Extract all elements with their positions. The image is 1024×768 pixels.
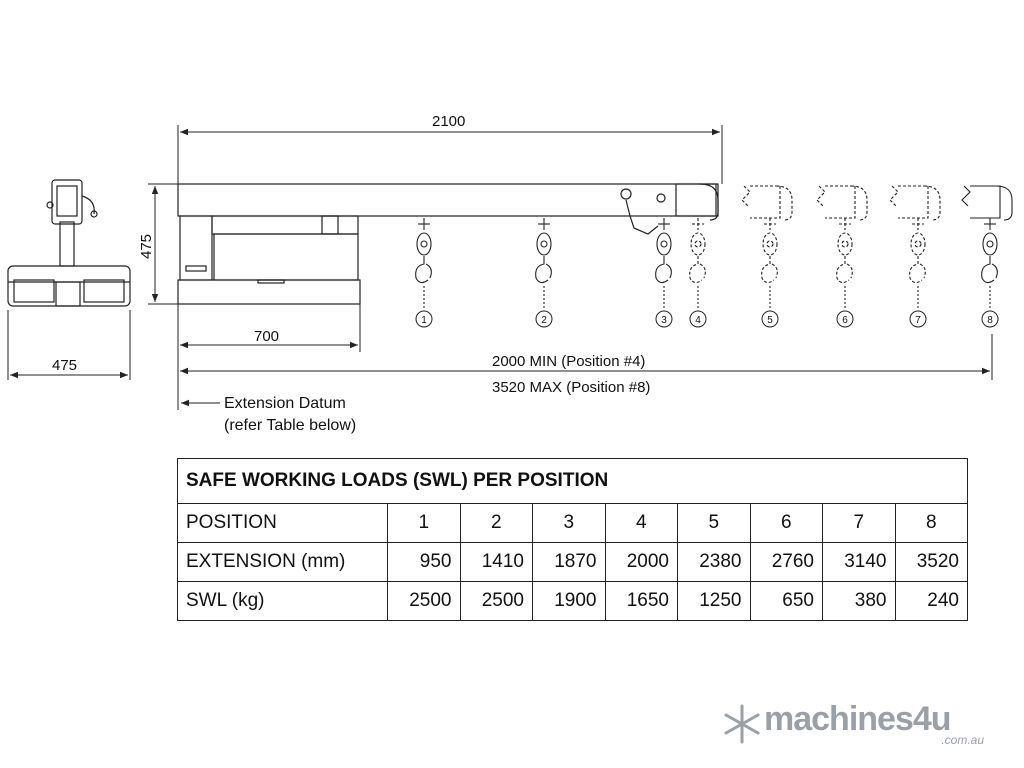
sleeve-length-label: 700 — [254, 328, 280, 345]
position-row-label: POSITION — [178, 504, 388, 543]
table-cell: 7 — [823, 504, 896, 543]
table-cell: 1 — [388, 504, 461, 543]
table-cell: 1900 — [533, 582, 606, 621]
table-cell: 3 — [533, 504, 606, 543]
datum-note-line2: (refer Table below) — [224, 417, 357, 434]
position-number: 3 — [661, 315, 667, 326]
table-cell: 2380 — [678, 543, 751, 582]
extension-bracket — [742, 186, 792, 220]
table-cell: 2 — [460, 504, 533, 543]
table-cell: 2500 — [388, 582, 461, 621]
table-row-extension — [178, 543, 968, 582]
table-cell: 1250 — [678, 582, 751, 621]
watermark-name: machines4u — [764, 700, 951, 738]
hook-assembly — [910, 218, 926, 308]
hook-assembly — [837, 218, 853, 308]
table-cell: 5 — [678, 504, 751, 543]
side-view — [178, 184, 718, 304]
table-cell: 4 — [605, 504, 678, 543]
table-title-row — [178, 459, 968, 504]
height-label: 475 — [138, 233, 155, 259]
min-extension-label: 2000 MIN (Position #4) — [492, 353, 646, 370]
watermark — [722, 700, 992, 750]
table-cell: 8 — [895, 504, 968, 543]
hook-assembly — [536, 218, 552, 308]
hook-assembly — [416, 218, 432, 308]
table-cell: 650 — [750, 582, 823, 621]
watermark-domain: .com.au — [941, 733, 984, 747]
table-cell: 380 — [823, 582, 896, 621]
datum-note-line1: Extension Datum — [224, 395, 346, 412]
table-cell: 2500 — [460, 582, 533, 621]
table-cell: 2000 — [605, 543, 678, 582]
position-number: 2 — [541, 315, 547, 326]
position-number: 4 — [695, 315, 701, 326]
extension-row-label: EXTENSION (mm) — [178, 543, 388, 582]
table-cell: 1650 — [605, 582, 678, 621]
hook-positions — [416, 186, 1012, 327]
extension-bracket — [817, 186, 867, 220]
beam-length-dimension — [178, 125, 722, 184]
swl-row-label: SWL (kg) — [178, 582, 388, 621]
swl-table — [177, 458, 968, 621]
max-extension-label: 3520 MAX (Position #8) — [492, 379, 651, 396]
table-cell: 2760 — [750, 543, 823, 582]
table-cell: 6 — [750, 504, 823, 543]
table-row-swl — [178, 582, 968, 621]
position-number: 8 — [987, 315, 993, 326]
table-cell: 950 — [388, 543, 461, 582]
table-title: SAFE WORKING LOADS (SWL) PER POSITION — [178, 459, 968, 504]
table-row-position — [178, 504, 968, 543]
base-width-label: 475 — [52, 357, 78, 374]
extension-bracket — [962, 186, 1012, 220]
position-number: 7 — [915, 315, 921, 326]
beam-length-label: 2100 — [432, 113, 466, 130]
table-cell: 240 — [895, 582, 968, 621]
hook-assembly — [690, 218, 706, 308]
table-cell: 1870 — [533, 543, 606, 582]
table-cell: 3140 — [823, 543, 896, 582]
hook-assembly — [762, 218, 778, 308]
table-cell: 1410 — [460, 543, 533, 582]
table-cell: 3520 — [895, 543, 968, 582]
end-view — [8, 180, 130, 306]
position-number: 5 — [767, 315, 773, 326]
snowflake-logo-icon — [722, 702, 762, 746]
hook-assembly — [982, 218, 998, 308]
position-number: 1 — [421, 315, 427, 326]
hook-assembly — [656, 218, 672, 308]
position-number: 6 — [842, 315, 848, 326]
extension-bracket — [890, 186, 940, 220]
